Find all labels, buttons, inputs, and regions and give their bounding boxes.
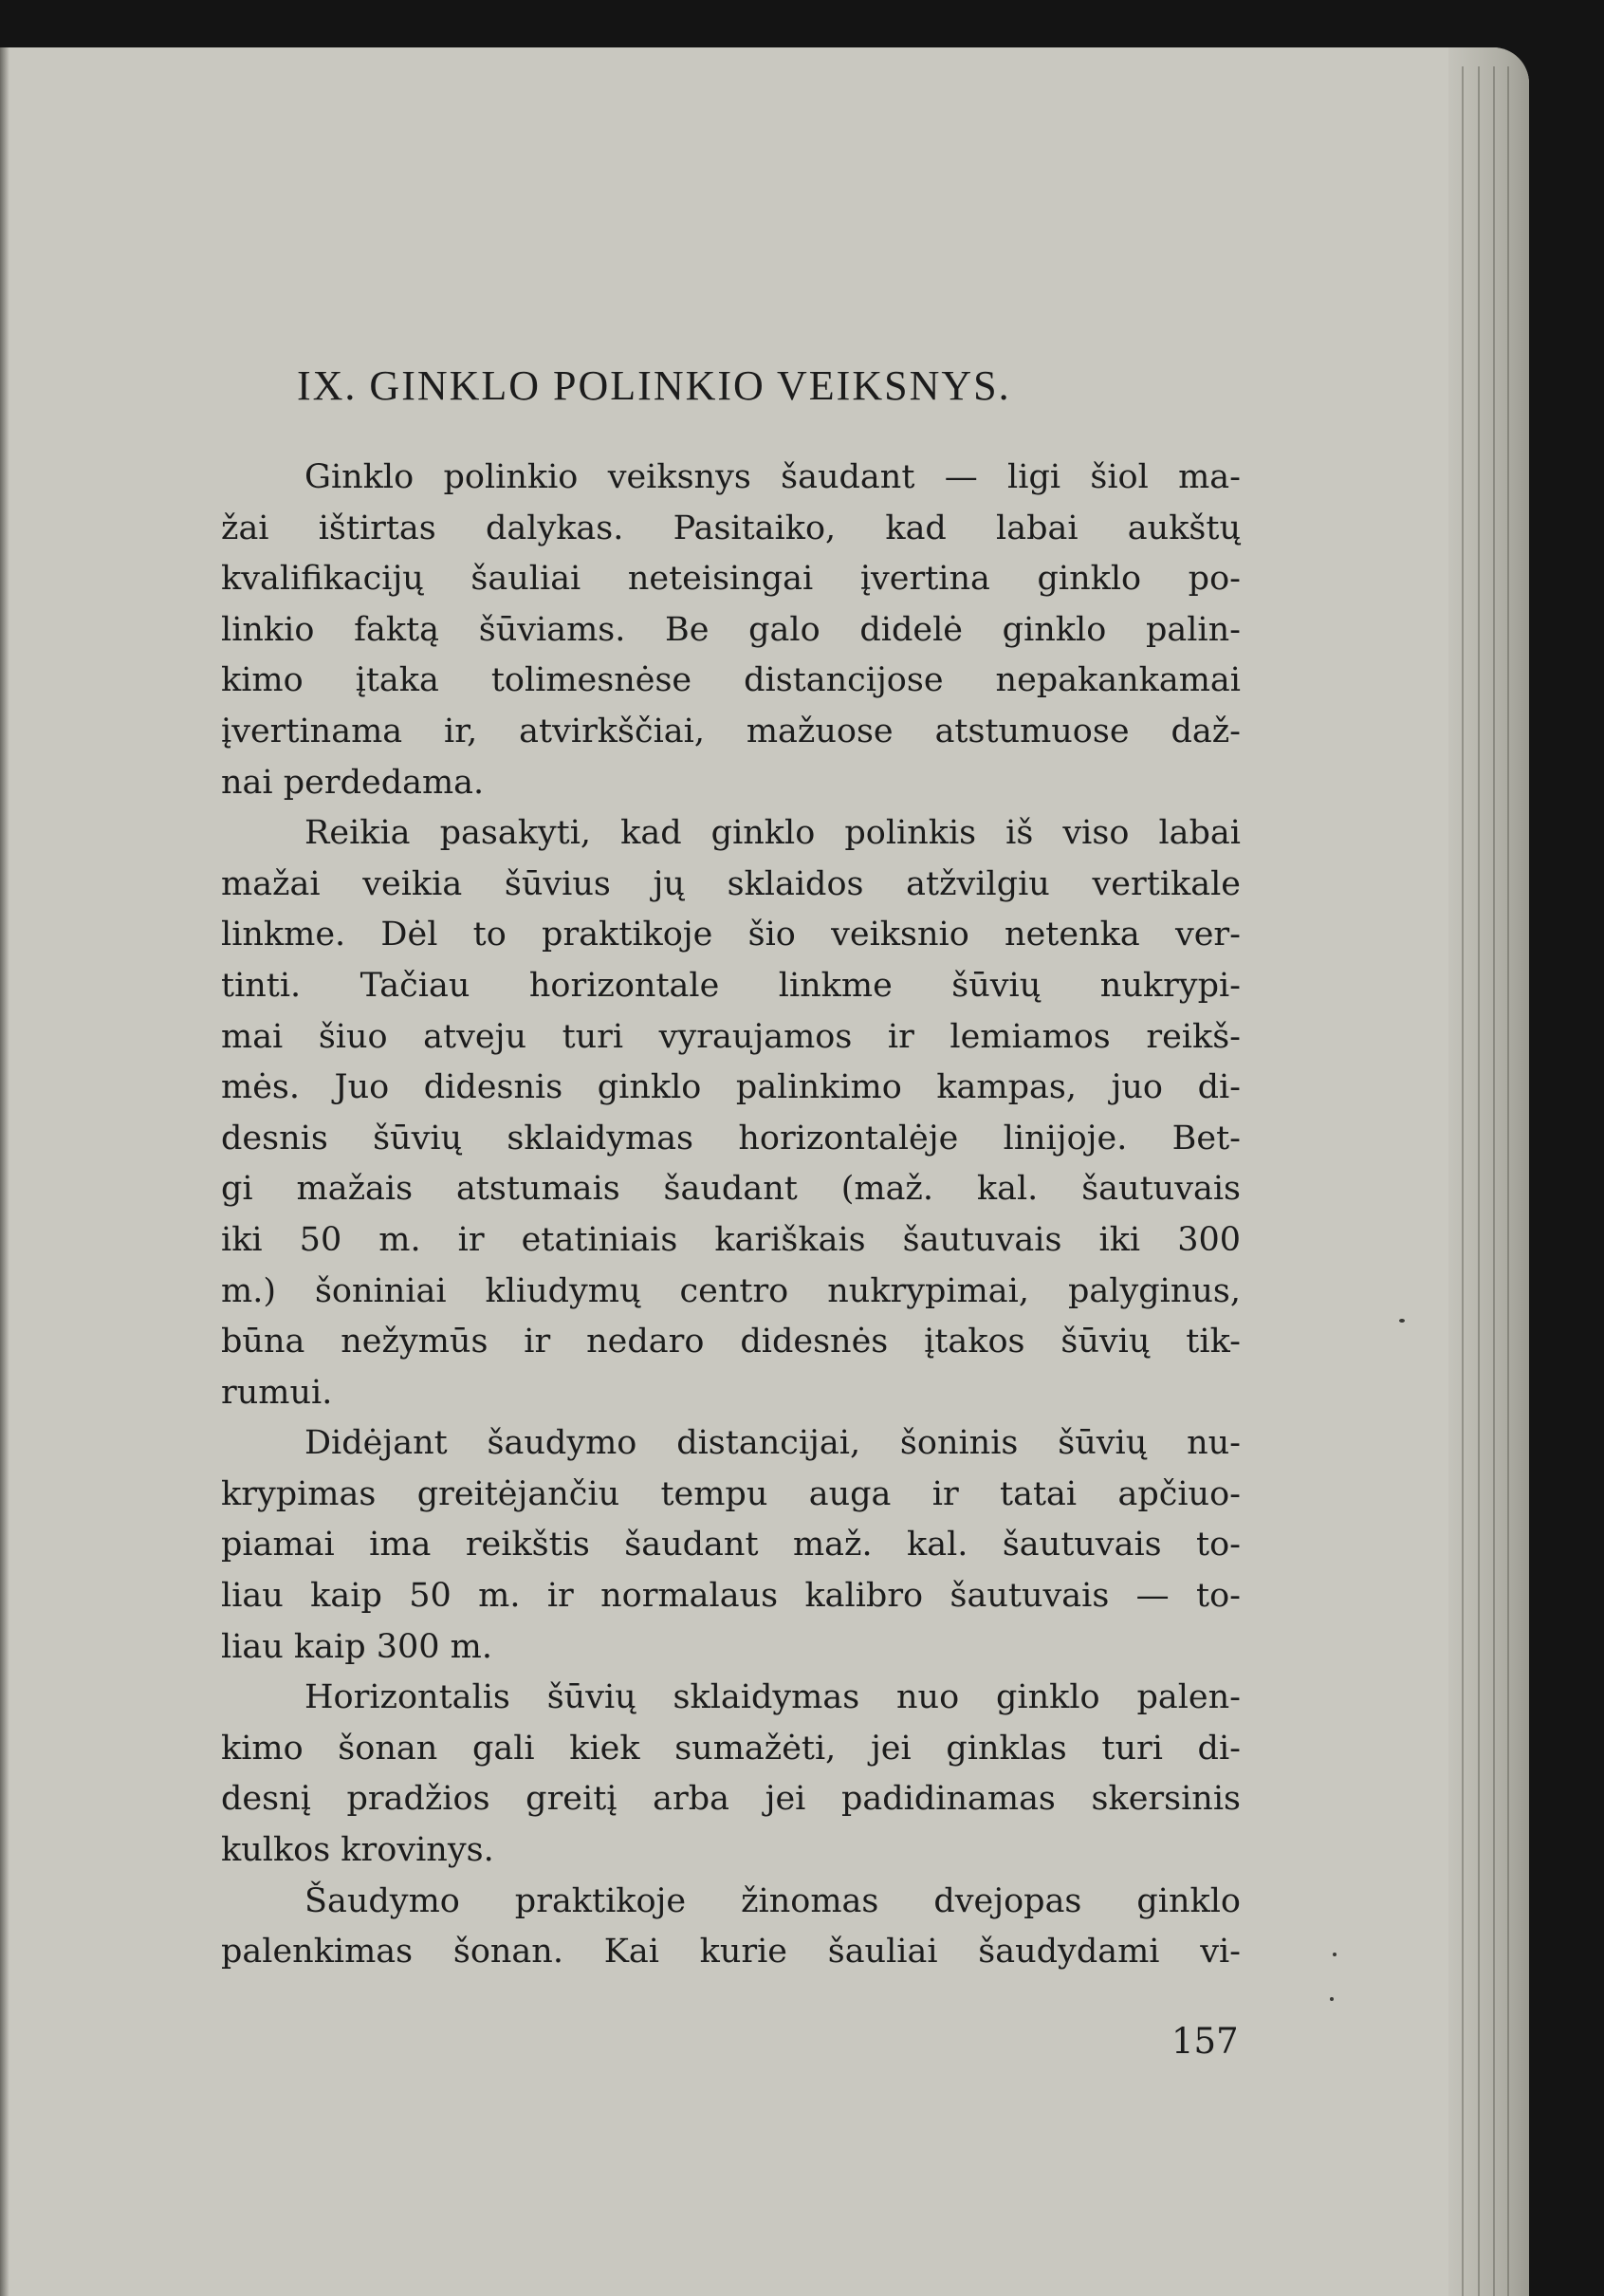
text-line: desnį pradžios greitį arba jei padidinamas skersinis [221,1780,1241,1819]
text-line: desnis šūvių sklaidymas horizontalėje linijoje. Bet- [221,1119,1241,1157]
binding-shadow [0,47,9,2296]
edge-line [1478,66,1480,2296]
text-line: kimo įtaka tolimesnėse distancijose nepakankamai [221,661,1241,700]
text-line: Didėjant šaudymo distancijai, šoninis šūvių nu- [304,1424,1241,1463]
text-line: liau kaip 50 m. ir normalaus kalibro šautuvais — to- [221,1577,1241,1616]
page-text-block [221,362,1241,1978]
text-line: Reikia pasakyti, kad ginklo polinkis iš viso labai [304,814,1241,853]
text-line: mažai veikia šūvius jų sklaidos atžvilgiu vertikale [221,864,1241,903]
text-line: Šaudymo praktikoje žinomas dvejopas ginklo [304,1881,1241,1920]
text-line: Ginklo polinkio veiksnys šaudant — ligi šiol ma- [304,458,1241,496]
text-line: mai šiuo atveju turi vyraujamos ir lemiamos reikš- [221,1017,1241,1056]
text-line: kimo šonan gali kiek sumažėti, jei ginklas turi di- [221,1729,1241,1768]
edge-line [1493,66,1495,2296]
dust-speck [1333,1953,1337,1956]
edge-line [1507,66,1509,2296]
text-line: būna nežymūs ir nedaro didesnės įtakos šūvių tik- [221,1323,1241,1361]
page-number: 157 [1171,2021,1239,2062]
text-line: žai ištirtas dalykas. Pasitaiko, kad labai aukštų [221,509,1241,547]
book-page [0,47,1529,2296]
chapter-heading: IX. GINKLO POLINKIO VEIKSNYS. [297,362,1011,409]
text-line: kulkos krovinys. [221,1831,494,1870]
text-line: linkio faktą šūviams. Be galo didelė ginklo palin- [221,610,1241,649]
edge-line [1462,66,1464,2296]
text-line: liau kaip 300 m. [221,1627,492,1666]
dust-speck [1399,1319,1405,1323]
text-line: piamai ima reikštis šaudant maž. kal. šautuvais to- [221,1526,1241,1565]
text-line: nai perdedama. [221,763,485,802]
text-line: gi mažais atstumais šaudant (maž. kal. šautuvais [221,1170,1241,1209]
body-text [221,453,1241,1978]
text-line: įvertinama ir, atvirkščiai, mažuose atstumuose daž- [221,712,1241,750]
text-line: krypimas greitėjančiu tempu auga ir tatai apčiuo- [221,1474,1241,1513]
text-line: mės. Juo didesnis ginklo palinkimo kampas, juo di- [221,1068,1241,1107]
text-line: kvalifikacijų šauliai neteisingai įvertina ginklo po- [221,560,1241,599]
text-line: palenkimas šonan. Kai kurie šauliai šaudydami vi- [221,1933,1241,1972]
text-line: tinti. Tačiau horizontale linkme šūvių nukrypi- [221,966,1241,1005]
page-stack-edge [1448,47,1529,2296]
text-line: linkme. Dėl to praktikoje šio veiksnio netenka ver- [221,916,1241,954]
dust-speck [1330,1997,1334,2001]
text-line: m.) šoniniai kliudymų centro nukrypimai, palyginus, [221,1271,1241,1310]
text-line: Horizontalis šūvių sklaidymas nuo ginklo palen- [304,1678,1241,1717]
text-line: rumui. [221,1373,333,1412]
text-line: iki 50 m. ir etatiniais kariškais šautuvais iki 300 [221,1220,1241,1259]
